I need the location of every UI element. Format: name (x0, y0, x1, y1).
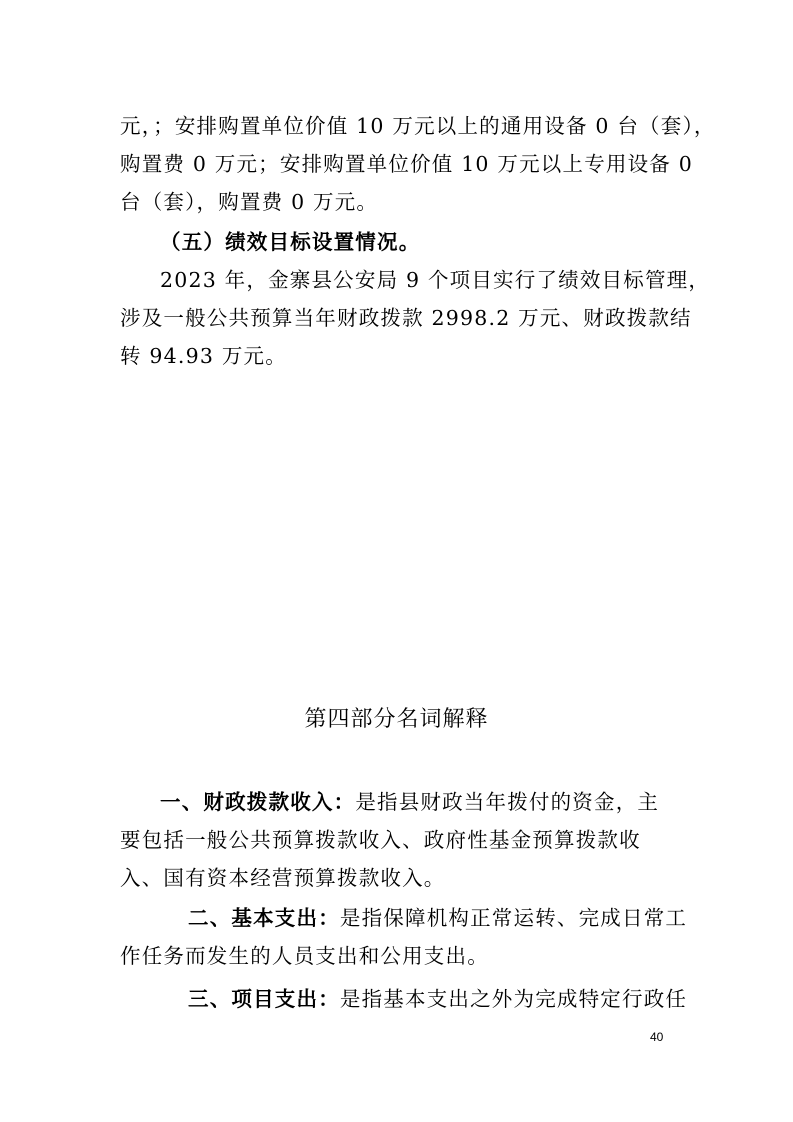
paragraph-line: 要包括一般公共预算拨款收入、政府性基金预算拨款收 (120, 828, 641, 852)
definition-text: 是指县财政当年拨付的资金，主 (355, 790, 660, 814)
definition-term: 二、基本支出： (188, 906, 340, 930)
definition-item (188, 904, 708, 932)
definition-term: 一、财政拨款收入： (160, 790, 356, 814)
paragraph-line: 转 94.93 万元。 (120, 344, 287, 368)
page-number: 40 (650, 1030, 664, 1044)
paragraph-line: 涉及一般公共预算当年财政拨款 2998.2 万元、财政拨款结 (120, 306, 692, 330)
part-title: 第四部分名词解释 (304, 707, 489, 732)
definition-item (188, 985, 708, 1013)
definition-text: 是指保障机构正常运转、完成日常工 (339, 906, 688, 930)
definition-item (160, 788, 680, 816)
definition-term: 三、项目支出： (188, 987, 340, 1011)
paragraph-line: 台（套），购置费 0 万元。 (120, 190, 379, 214)
paragraph-line: 购置费 0 万元；安排购置单位价值 10 万元以上专用设备 0 (120, 152, 693, 176)
definition-text: 是指基本支出之外为完成特定行政任 (339, 987, 688, 1011)
section-heading: （五）绩效目标设置情况。 (160, 230, 421, 254)
paragraph-line: 作任务而发生的人员支出和公用支出。 (120, 944, 489, 968)
paragraph-line: 2023 年，金寨县公安局 9 个项目实行了绩效目标管理， (160, 268, 711, 292)
paragraph-line: 元，；安排购置单位价值 10 万元以上的通用设备 0 台（套）， (120, 114, 716, 138)
paragraph-line: 入、国有资本经营预算拨款收入。 (120, 866, 446, 890)
